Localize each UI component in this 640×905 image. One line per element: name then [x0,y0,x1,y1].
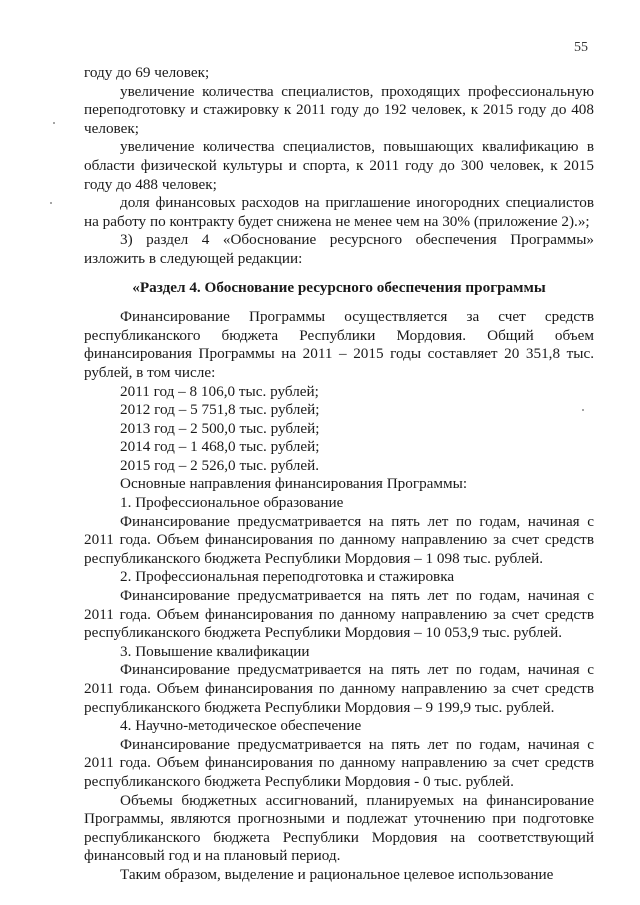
list-line: 2014 год – 1 468,0 тыс. рублей; [120,438,320,456]
list-line: 2013 год – 2 500,0 тыс. рублей; [120,419,320,437]
paragraphs-after-heading [84,308,594,884]
paragraph: 3) раздел 4 «Обоснование ресурсного обеспечения Программы» изложить в следующей редакции: [84,231,594,267]
paragraph: Финансирование предусматривается на пять лет по годам, начиная с 2011 года. Объем финансирования по данному направлению за счет средств республиканского бюджета Республики Мордовия - 0 тыс. рублей. [84,735,594,790]
page-number: 55 [574,40,588,55]
list-line: 4. Научно-методическое обеспечение [120,717,362,735]
paragraph: доля финансовых расходов на приглашение иногородних специалистов на работу по контракту будет снижена не менее чем на 30% (приложение 2).»; [84,194,594,230]
list-line: 3. Повышение квалификации [120,642,310,660]
paragraph: Финансирование Программы осуществляется за счет средств республиканского бюджета Республики Мордовия. Общий объем финансирования Программы на 2011 – 2015 годы составляет 20 351,8 тыс. рублей, в том числе: [84,308,594,381]
list-line: Основные направления финансирования Программы: [120,475,468,493]
list-line: 1. Профессиональное образование [120,494,344,512]
list-line: 2. Профессиональная переподготовка и стажировка [120,568,455,586]
paragraph: Объемы бюджетных ассигнований, планируемых на финансирование Программы, являются прогнозными и подлежат уточнению при подготовке республиканского бюджета Республики Мордовия на соответствующий финансовый год и на плановый период. [84,791,594,865]
list-line: 2012 год – 5 751,8 тыс. рублей; [120,401,320,419]
paragraph: году до 69 человек; [84,64,210,81]
paragraph: увеличение количества специалистов, проходящих профессиональную переподготовку и стажировку к 2011 году до 192 человек, к 2015 году до 408 человек; [84,82,594,137]
scan-speck [53,122,55,124]
section-heading: «Раздел 4. Обоснование ресурсного обеспечения программы [132,278,546,296]
paragraph: Финансирование предусматривается на пять лет по годам, начиная с 2011 года. Объем финансирования по данному направлению за счет средств республиканского бюджета Республики Мордовия – 9 199,9 тыс. рублей. [84,661,594,716]
list-line: 2015 год – 2 526,0 тыс. рублей. [120,456,320,474]
paragraph: Финансирование предусматривается на пять лет по годам, начиная с 2011 года. Объем финансирования по данному направлению за счет средств республиканского бюджета Республики Мордовия – 10 053,9 тыс. рублей. [84,587,594,642]
paragraph: увеличение количества специалистов, повышающих квалификацию в области физической культуры и спорта, к 2011 году до 300 человек, к 2015 году до 488 человек; [84,138,594,193]
paragraphs-before-heading [84,64,594,269]
list-line: 2011 год – 8 106,0 тыс. рублей; [120,382,319,400]
document-body [84,64,594,885]
scan-speck [50,202,52,204]
paragraph: Таким образом, выделение и рациональное целевое использование [120,865,554,883]
paragraph: Финансирование предусматривается на пять лет по годам, начиная с 2011 года. Объем финансирования по данному направлению за счет средств республиканского бюджета Республики Мордовия – 1 098 тыс. рублей. [84,512,594,567]
